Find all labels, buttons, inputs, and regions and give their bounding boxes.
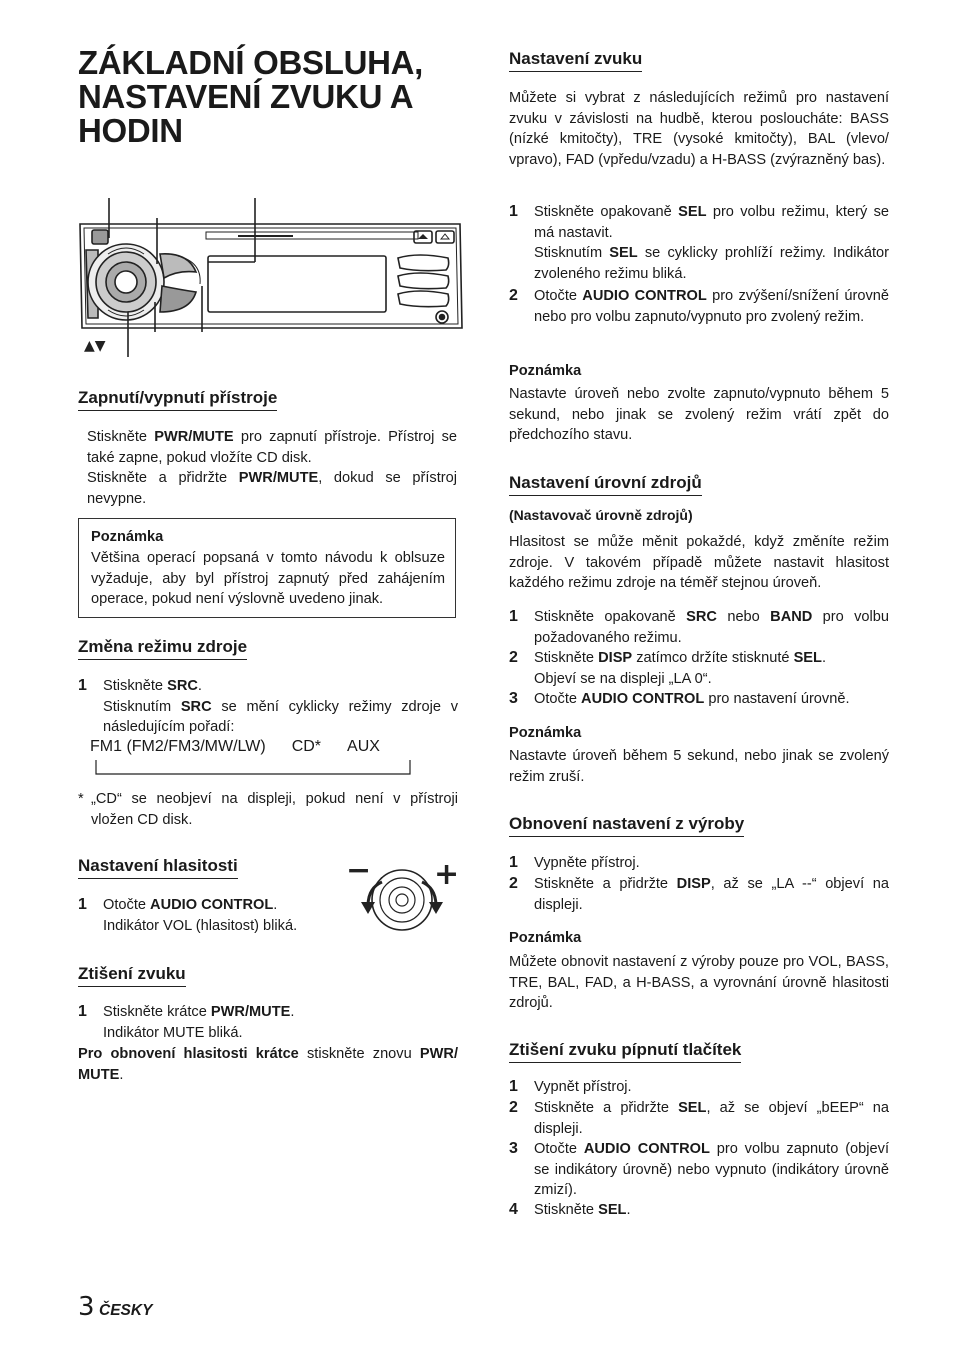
beep-step-3: 3 Otočte AUDIO CONTROL pro volbu zapnuto (objeví se indikátory úrovně) nebo vypnuto (indikátory úrovně zmizí).	[509, 1140, 889, 1199]
levels-note: Nastavte úroveň během 5 sekund, nebo jinak se zvolený režim zruší.	[509, 748, 889, 785]
note-box	[78, 518, 456, 618]
beep-step-4: 4 Stiskněte SEL.	[509, 1201, 631, 1218]
sound-step-1: 1 Stiskněte opakovaně SEL pro volbu režimu, který se má nastavit. Stisknutím SEL se cyklicky prohlíží režimy. Indikátor zvoleného režimu bliká.	[509, 203, 890, 283]
volume-step-1: 1 Otočte AUDIO CONTROL. Indikátor VOL (hlasitost) bliká.	[78, 896, 298, 934]
volume-heading: Nastavení hlasitosti	[78, 856, 238, 879]
car-stereo-illustration	[78, 192, 468, 360]
note-box-text: Většina operací popsaná v tomto návodu k oblsuze vyžaduje, aby byl přístroj zapnutý před zahájením operace, pokud není výslovně uvedeno jinak.	[91, 550, 445, 608]
levels-step-1: 1 Stiskněte opakovaně SRC nebo BAND pro volbu požadovaného režimu.	[509, 608, 890, 646]
beep-step-2: 2 Stiskněte a přidržte SEL, až se objeví „bEEP“ na displeji.	[509, 1099, 889, 1137]
levels-step-2: 2 Stiskněte DISP zatímco držíte stisknuté SEL. Objeví se na displeji „LA 0“.	[509, 649, 827, 687]
levels-subheading: (Nastavovač úrovně zdrojů)	[509, 507, 693, 523]
plus-sign: +	[434, 858, 460, 892]
up-down-label: ▲▼	[84, 338, 106, 354]
reset-note: Můžete obnovit nastavení z výroby pouze pro VOL, BASS, TRE, BAL, FAD, a H-BASS, a vyrovnání úrovně hlasitosti zdrojů.	[509, 954, 889, 1012]
sound-note-title: Poznámka	[509, 363, 582, 379]
mute-step-1: 1 Stiskněte krátce PWR/MUTE. Indikátor MUTE bliká.	[78, 1003, 295, 1041]
beep-heading: Ztišení zvuku pípnutí tlačítek	[509, 1040, 741, 1063]
levels-note-title: Poznámka	[509, 725, 582, 741]
sound-step-2: 2 Otočte AUDIO CONTROL pro zvýšení/snížení úrovně nebo pro volbu zapnuto/vypnuto pro zvolený režim.	[509, 287, 889, 325]
reset-note-title: Poznámka	[509, 930, 582, 946]
levels-step-3: 3 Otočte AUDIO CONTROL pro nastavení úrovně.	[509, 690, 850, 707]
minus-sign: −	[346, 858, 372, 888]
sound-heading: Nastavení zvuku	[509, 49, 642, 72]
beep-step-1: 1 Vypnět přístroj.	[509, 1078, 632, 1095]
page-title	[78, 46, 458, 148]
page-title-line-1: ZÁKLADNÍ OBSLUHA,	[78, 44, 424, 81]
reset-step-2: 2 Stiskněte a přidržte DISP, až se „LA --“ objeví na displeji.	[509, 875, 889, 913]
source-footnote: * „CD“ se neobjeví na displeji, pokud není v přístroji vložen CD disk.	[78, 791, 458, 828]
page-title-line-3: HODIN	[78, 112, 183, 149]
sound-note: Nastavte úroveň nebo zvolte zapnuto/vypnuto během 5 sekund, nebo jinak se zvolený režim vrátí zpět do předchozího stavu.	[509, 386, 889, 444]
levels-intro: Hlasitost se může měnit pokaždé, když změníte režim zdroje. V takovém případě můžete nastavit hlasitost každého režimu zdroje na téměř stejnou úroveň.	[509, 534, 889, 592]
source-cycle-arrow	[92, 760, 412, 778]
power-heading: Zapnutí/vypnutí přístroje	[78, 388, 277, 411]
source-heading: Změna režimu zdroje	[78, 637, 247, 660]
page-number: 3	[78, 1292, 95, 1322]
source-sequence: FM1 (FM2/FM3/MW/LW) CD* AUX	[90, 738, 380, 755]
mute-restore-text: Pro obnovení hlasitosti krátce stiskněte znovu PWR/ MUTE.	[78, 1046, 459, 1083]
reset-step-1: 1 Vypněte přístroj.	[509, 854, 640, 871]
note-box-title: Poznámka	[91, 529, 164, 545]
reset-heading: Obnovení nastavení z výroby	[509, 814, 744, 837]
footer-language: ČESKY	[99, 1302, 153, 1319]
mute-heading: Ztišení zvuku	[78, 964, 186, 987]
levels-heading: Nastavení úrovní zdrojů	[509, 473, 702, 496]
page-title-line-2: NASTAVENÍ ZVUKU A	[78, 78, 414, 115]
volume-knob-icon	[344, 858, 460, 934]
sound-intro: Můžete si vybrat z následujících režimů pro nastavení zvuku v závislosti na hudbě, kterou posloucháte: BASS (nízké kmitočty), TRE (vysoké kmitočty), BAL (vlevo/ vpravo), FAD (vpředu/vzadu) a H-BASS (zvýrazněný bas).	[509, 90, 889, 169]
power-text: Stiskněte PWR/MUTE pro zapnutí přístroje. Přístroj se také zapne, pokud vložíte CD disk. Stiskněte a přidržte PWR/MUTE, dokud se přístroj nevypne.	[87, 429, 457, 508]
source-step-1: 1 Stiskněte SRC. Stisknutím SRC se mění cyklicky režimy zdroje v následujícím pořadí:	[78, 677, 458, 736]
